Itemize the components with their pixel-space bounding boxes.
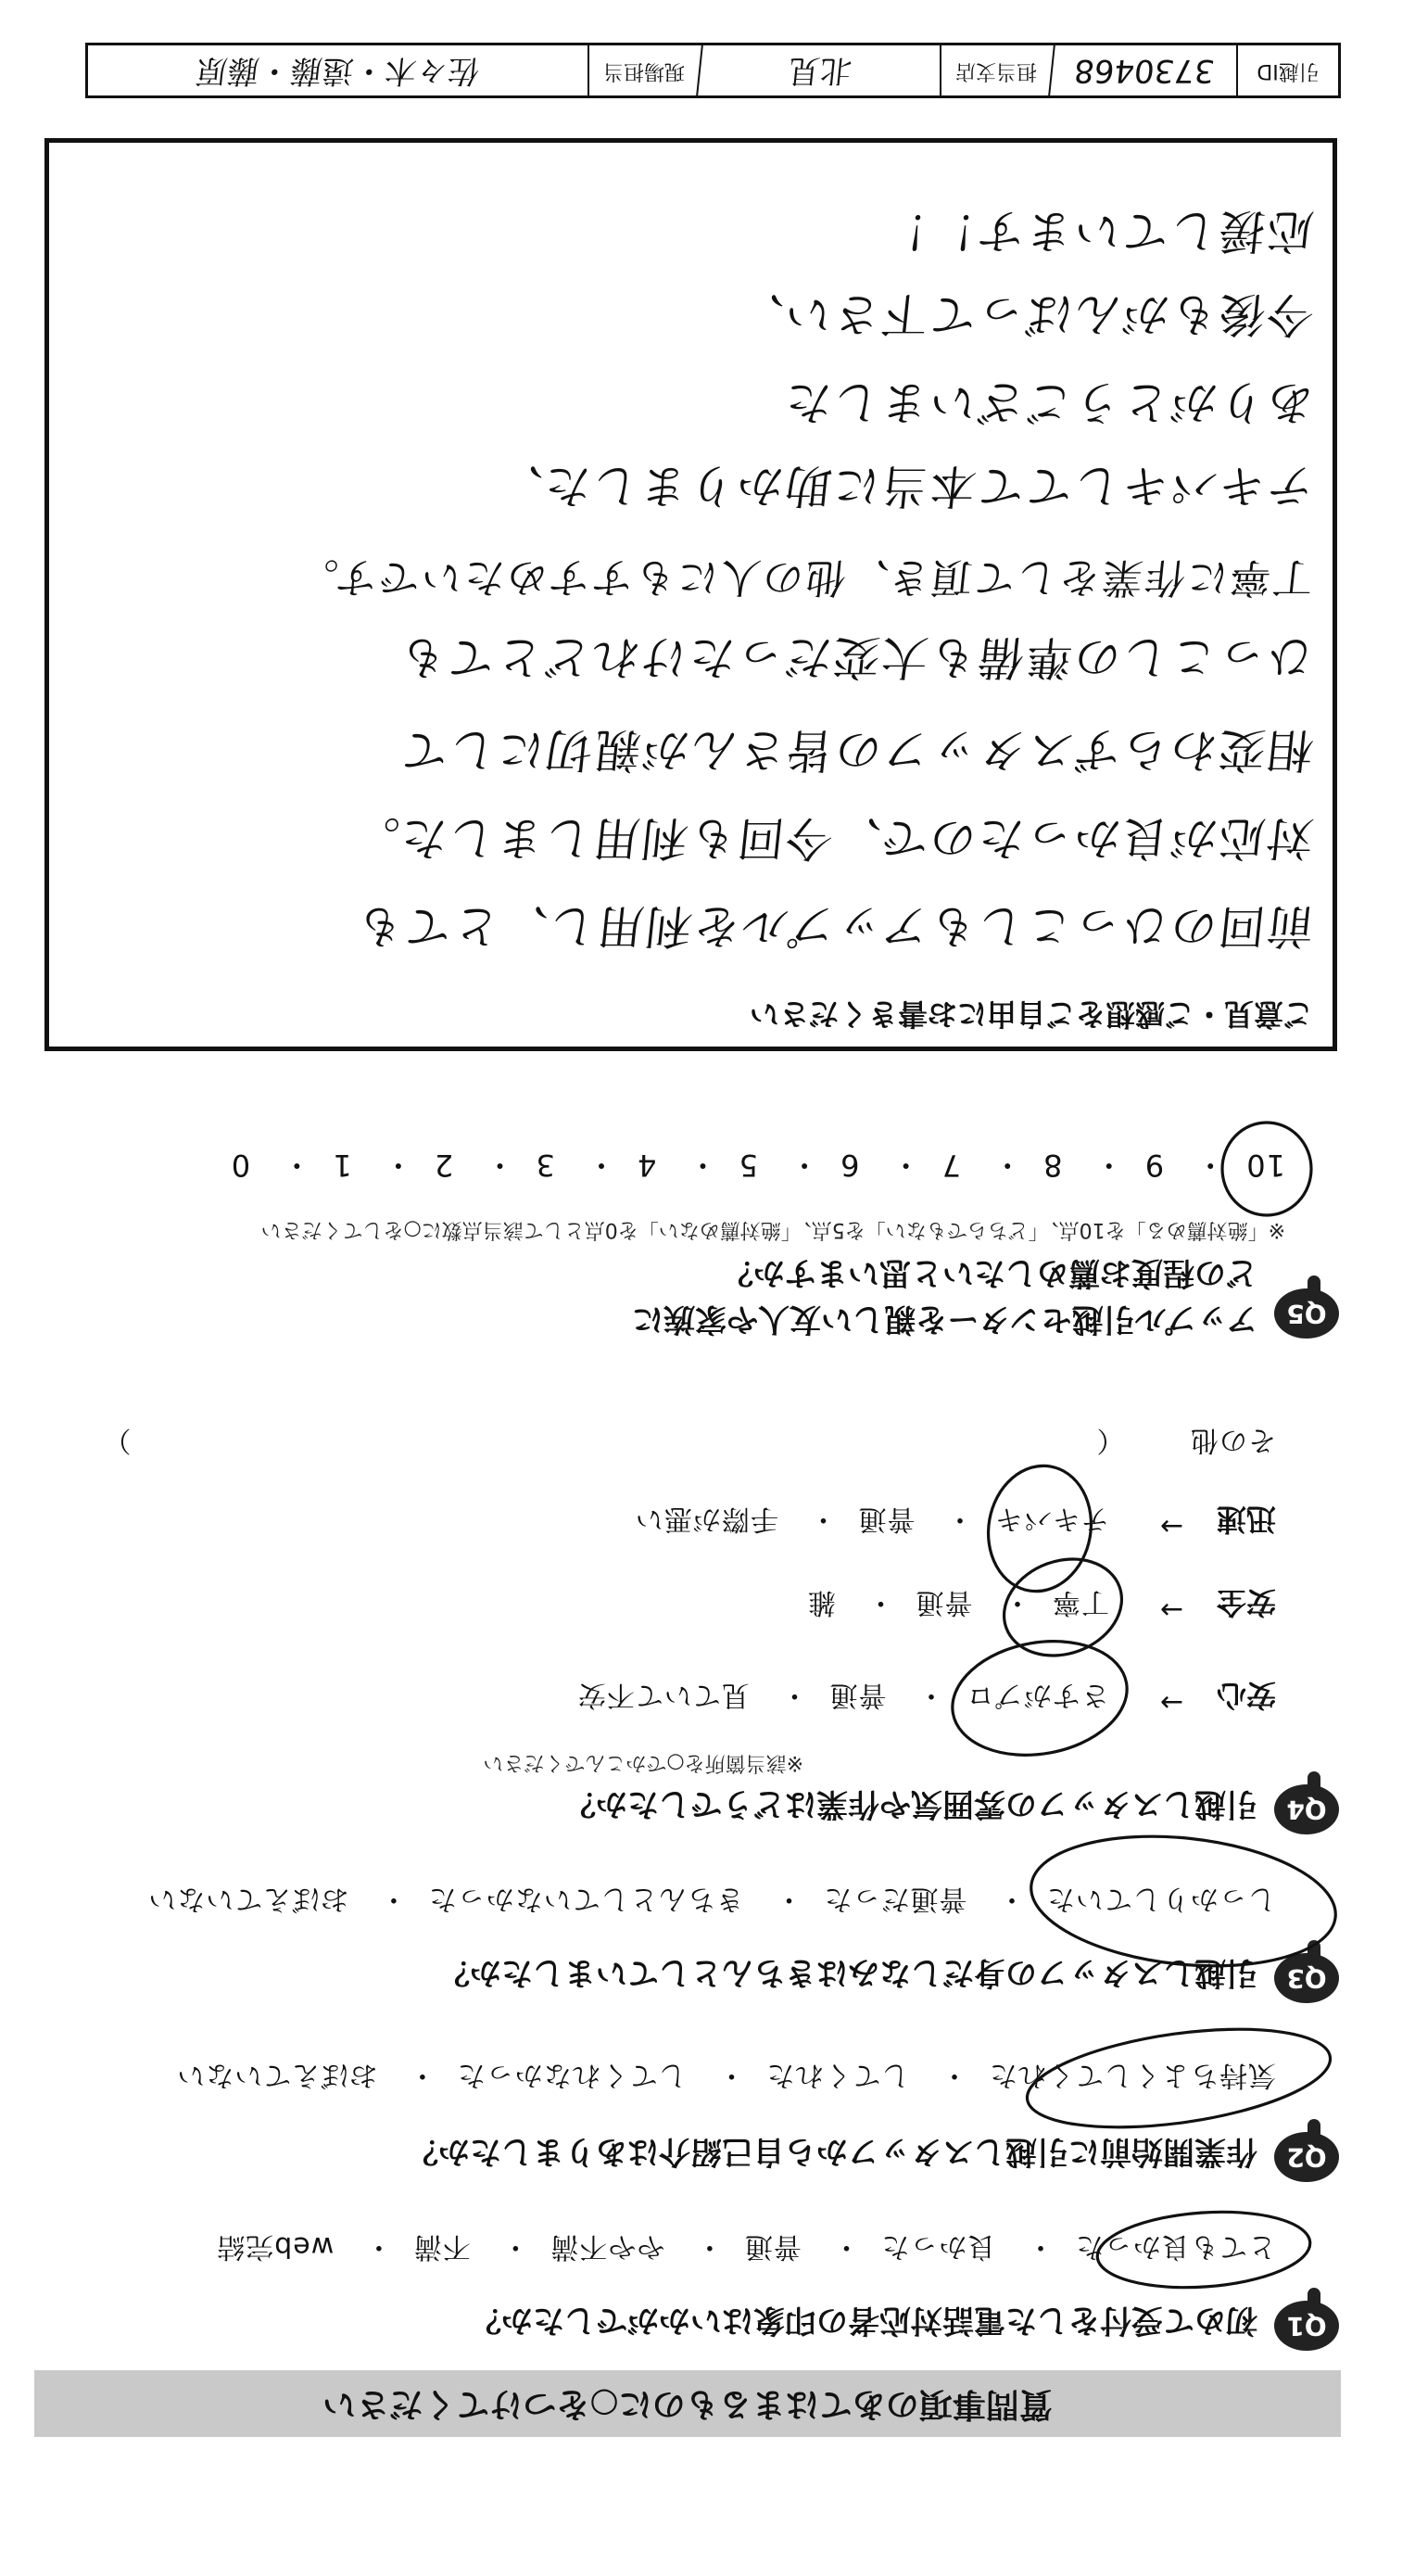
comment-line-7: ありがとうございました	[780, 375, 1317, 429]
footer-branch-label: 担当支店	[940, 45, 1051, 95]
q4-relief-normal[interactable]: 普通	[828, 1679, 887, 1711]
q2-badge: Q2	[1274, 2132, 1339, 2182]
q4-safety-normal[interactable]: 普通	[915, 1586, 973, 1618]
q1-option-slightly-dissatisfied[interactable]: やや不満	[550, 2230, 665, 2263]
q4-other-label: その他	[1190, 1424, 1276, 1456]
q5-score-3[interactable]: 3	[535, 1148, 555, 1183]
q4-speed-brisk[interactable]: テキパキ	[994, 1503, 1109, 1535]
q5-note: ※「絶対薦める」を10点、「どちらでもない」を5点、「絶対薦めない」を0点として該当点数に○をしてください	[260, 1218, 1285, 1241]
q4-speed-clumsy[interactable]: 手際が悪い	[634, 1503, 778, 1535]
q2-selection-circle	[1021, 2013, 1336, 2144]
q1-selection-circle	[1094, 2205, 1312, 2294]
q4-relief-selection-circle	[943, 1628, 1136, 1768]
q1-option-dissatisfied[interactable]: 不満	[412, 2230, 471, 2263]
footer-id-value: 3730468	[1048, 45, 1239, 95]
comment-line-9: 応援しています！！	[877, 204, 1317, 258]
q2-option-pleasant[interactable]: 気持ちよくしてくれた	[989, 2059, 1276, 2091]
q5-score-9[interactable]: 9	[1143, 1148, 1165, 1183]
q4-row-safety-label: 安全	[1216, 1585, 1276, 1620]
q1-option-very-good[interactable]: とても良かった	[1075, 2230, 1276, 2263]
q2-option-yes[interactable]: してくれた	[765, 2059, 910, 2091]
q3-option-untidy[interactable]: きちんとしていなかった	[427, 1883, 744, 1915]
q5-question-line1: アップル引越センターを親しい友人や家族に	[632, 1301, 1257, 1338]
instruction-banner: 質問事項のあてはまるものに○をつけてください	[34, 2370, 1341, 2437]
q4-safety-rough[interactable]: 雑	[806, 1586, 836, 1618]
comment-line-2: 対応が良かったので、今回も利用しました。	[347, 811, 1317, 865]
comment-line-6: テキパキしてて本当に助かりました、	[491, 459, 1317, 513]
q3-selection-circle	[1025, 1822, 1342, 1980]
q4-speed-selection-circle	[979, 1457, 1101, 1599]
q5-score-4[interactable]: 4	[637, 1148, 657, 1183]
q5-score-7[interactable]: 7	[941, 1148, 961, 1183]
q3-option-neat[interactable]: しっかりしていた	[1046, 1883, 1276, 1915]
q4-row-relief-options: さすがプロ・ 普通・ 見ていて不安	[576, 1679, 1109, 1711]
q5-question-line2: どの程度お薦めしたいと思いますか？	[722, 1254, 1257, 1291]
q5-score-0[interactable]: 0	[230, 1148, 251, 1183]
q1-option-normal[interactable]: 普通	[743, 2230, 802, 2263]
q4-question: 引越しスタッフの雰囲気や作業はどうでしたか？	[564, 1785, 1257, 1822]
q2-option-dont-remember[interactable]: おぼえていない	[176, 2059, 378, 2091]
q3-option-dont-remember[interactable]: おぼえていない	[147, 1883, 349, 1915]
comment-line-4: ひっこしの準備も大変だったけれどとても	[395, 630, 1317, 684]
q4-note: ※該当箇所を○でかこんでください	[483, 1751, 803, 1774]
comment-line-3: 相変わらずスタッフの皆さんが親切にして	[397, 723, 1317, 777]
comment-line-8: 今後もがんばって下さい、	[732, 287, 1317, 341]
footer-branch-value: 北見	[696, 45, 942, 95]
q1-options: とても良かった・ 良かった・ 普通・ やや不満・ 不満・ web完結	[216, 2230, 1276, 2263]
q4-row-speed-label: 迅速	[1216, 1502, 1276, 1537]
q2-question: 作業開始前に引越しスタッフから自己紹介はありましたか？	[407, 2133, 1257, 2170]
comment-title: ご意見・ご感想をご自由にお書きください	[749, 996, 1313, 1032]
footer-leader-label: 現場担当	[587, 45, 699, 95]
q2-option-no[interactable]: してくれなかった	[456, 2059, 687, 2091]
q5-scale: 10・ 9・ 8・ 7・ 6・ 5・ 4・ 3・ 2・ 1・ 0	[230, 1148, 1285, 1183]
q4-row-relief-arrow: →	[1159, 1686, 1183, 1719]
q1-question: 初めて受付をした電話対応者の印象はいかがでしたか？	[470, 2302, 1257, 2339]
q1-option-web[interactable]: web完結	[216, 2230, 335, 2263]
q5-score-1[interactable]: 1	[332, 1148, 352, 1183]
comment-line-5: 丁寧に作業をして頂き、他の人にもすすめたいです。	[292, 553, 1317, 601]
q3-question: 引越しスタッフの身だしなみはきちんとしていましたか？	[438, 1954, 1257, 1991]
comment-line-1: 前回のひっこしもアップルを利用し、とても	[351, 899, 1317, 953]
q4-safety-selection-circle	[991, 1543, 1135, 1671]
q4-row-relief-label: 安心	[1216, 1678, 1276, 1713]
footer-id-label: 引越ID	[1236, 45, 1338, 95]
q5-score-10[interactable]: 10	[1245, 1148, 1285, 1183]
q4-row-safety-arrow: →	[1159, 1593, 1183, 1626]
q5-score-6[interactable]: 6	[840, 1148, 860, 1183]
q5-selection-circle	[1222, 1123, 1311, 1215]
q2-options: 気持ちよくしてくれた・ してくれた・ してくれなかった・ おぼえていない	[176, 2059, 1276, 2091]
q4-safety-careful[interactable]: 丁寧	[1052, 1586, 1109, 1618]
q4-row-speed-arrow: →	[1159, 1510, 1183, 1542]
q3-badge: Q3	[1274, 1953, 1339, 2003]
q3-options: しっかりしていた・ 普通だった・ きちんとしていなかった・ おぼえていない	[147, 1883, 1276, 1915]
q3-option-normal[interactable]: 普通だった	[823, 1883, 967, 1915]
q5-score-2[interactable]: 2	[433, 1148, 454, 1183]
q4-relief-pro[interactable]: さすがプロ	[966, 1679, 1109, 1711]
q4-other-close: ）	[102, 1424, 132, 1456]
q4-speed-normal[interactable]: 普通	[857, 1503, 916, 1535]
q1-badge: Q1	[1274, 2301, 1339, 2351]
footer-table	[85, 43, 1341, 98]
q1-option-good[interactable]: 良かった	[880, 2230, 996, 2263]
q4-row-speed-options: テキパキ・ 普通・ 手際が悪い	[634, 1503, 1109, 1535]
q4-other-open: （	[1095, 1424, 1125, 1456]
q4-badge: Q4	[1274, 1784, 1339, 1834]
q5-score-8[interactable]: 8	[1042, 1148, 1063, 1183]
q5-score-5[interactable]: 5	[738, 1148, 758, 1183]
q4-relief-anxious[interactable]: 見ていて不安	[576, 1679, 750, 1711]
q5-badge: Q5	[1274, 1288, 1339, 1339]
footer-leader-value: 佐々木・遠藤・藤原	[194, 52, 482, 89]
q4-row-safety-options: 丁寧・ 普通・ 雑	[806, 1586, 1109, 1618]
